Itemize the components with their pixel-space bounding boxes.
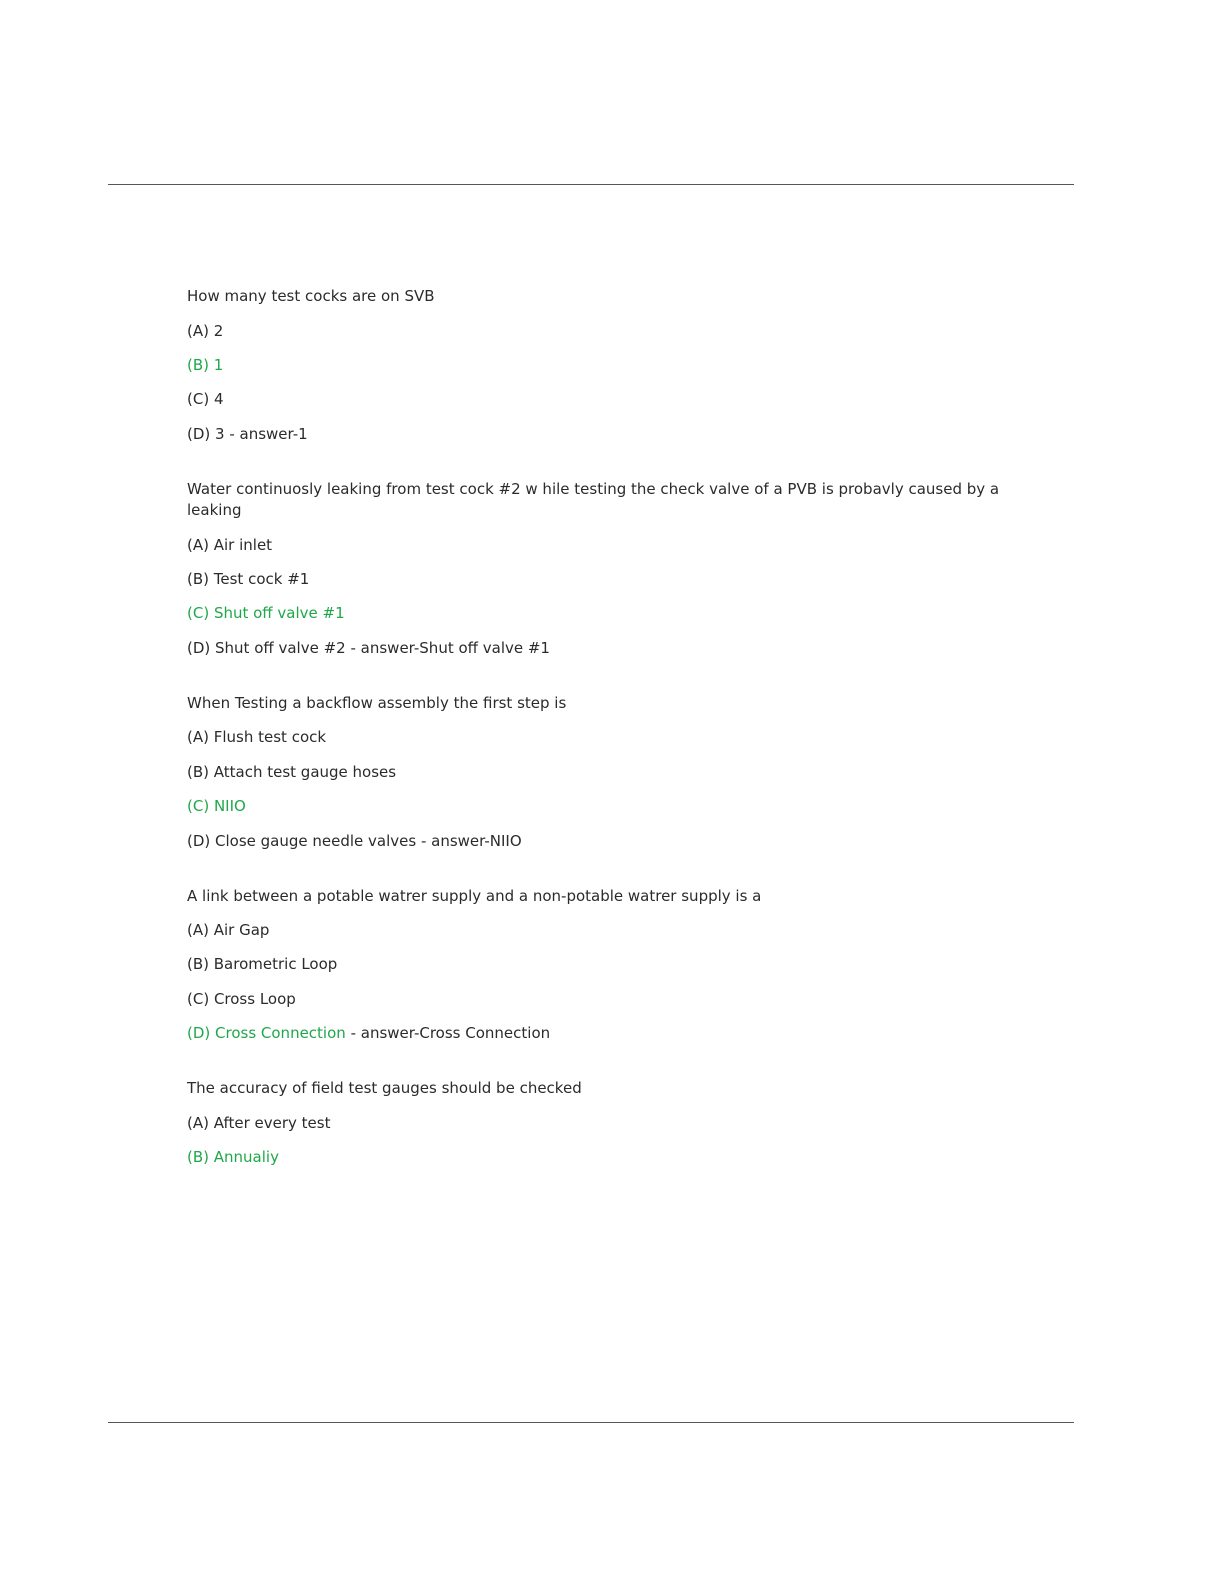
question-stem: The accuracy of field test gauges should be checked bbox=[187, 1079, 582, 1098]
question-5 bbox=[187, 1078, 1037, 1168]
question-stem: How many test cocks are on SVB bbox=[187, 287, 435, 305]
option-d: (D) Shut off valve #2 - answer-Shut off valve #1 bbox=[187, 638, 550, 657]
option-b: (B) Attach test gauge hoses bbox=[187, 762, 397, 781]
answer-note: - answer-Cross Connection bbox=[345, 1024, 551, 1043]
question-1 bbox=[187, 286, 1037, 445]
option-b: (B) Barometric Loop bbox=[187, 955, 338, 974]
question-stem: Water continuosly leaking from test cock #2 w hile testing the check valve of a PVB is probavly caused by a leaking bbox=[187, 479, 1000, 520]
question-4 bbox=[187, 886, 1037, 1045]
option-a: (A) After every test bbox=[187, 1113, 331, 1132]
option-c: (C) 4 bbox=[187, 390, 224, 409]
option-c-correct: (C) NIIO bbox=[187, 797, 246, 816]
quiz-content bbox=[187, 286, 1037, 1168]
option-a: (A) Flush test cock bbox=[187, 728, 327, 747]
option-d-correct: (D) Cross Connection bbox=[187, 1024, 346, 1043]
option-c: (C) Cross Loop bbox=[187, 989, 296, 1008]
option-a: (A) 2 bbox=[187, 321, 224, 340]
option-d: (D) Close gauge needle valves - answer-NIIO bbox=[187, 831, 522, 850]
option-a: (A) Air Gap bbox=[187, 921, 270, 940]
question-3 bbox=[187, 693, 1037, 852]
option-d bbox=[187, 1023, 1037, 1044]
question-stem: When Testing a backflow assembly the first step is bbox=[187, 693, 567, 712]
option-b-correct: (B) 1 bbox=[187, 355, 224, 374]
question-stem: A link between a potable watrer supply and a non-potable watrer supply is a bbox=[187, 886, 762, 905]
option-b-correct: (B) Annualiy bbox=[187, 1148, 279, 1167]
option-c-correct: (C) Shut off valve #1 bbox=[187, 604, 345, 623]
option-d: (D) 3 - answer-1 bbox=[187, 424, 308, 443]
option-a: (A) Air inlet bbox=[187, 535, 273, 554]
question-2 bbox=[187, 479, 1037, 659]
footer-rule bbox=[108, 1422, 1074, 1423]
option-b: (B) Test cock #1 bbox=[187, 570, 310, 589]
header-rule bbox=[108, 184, 1074, 185]
